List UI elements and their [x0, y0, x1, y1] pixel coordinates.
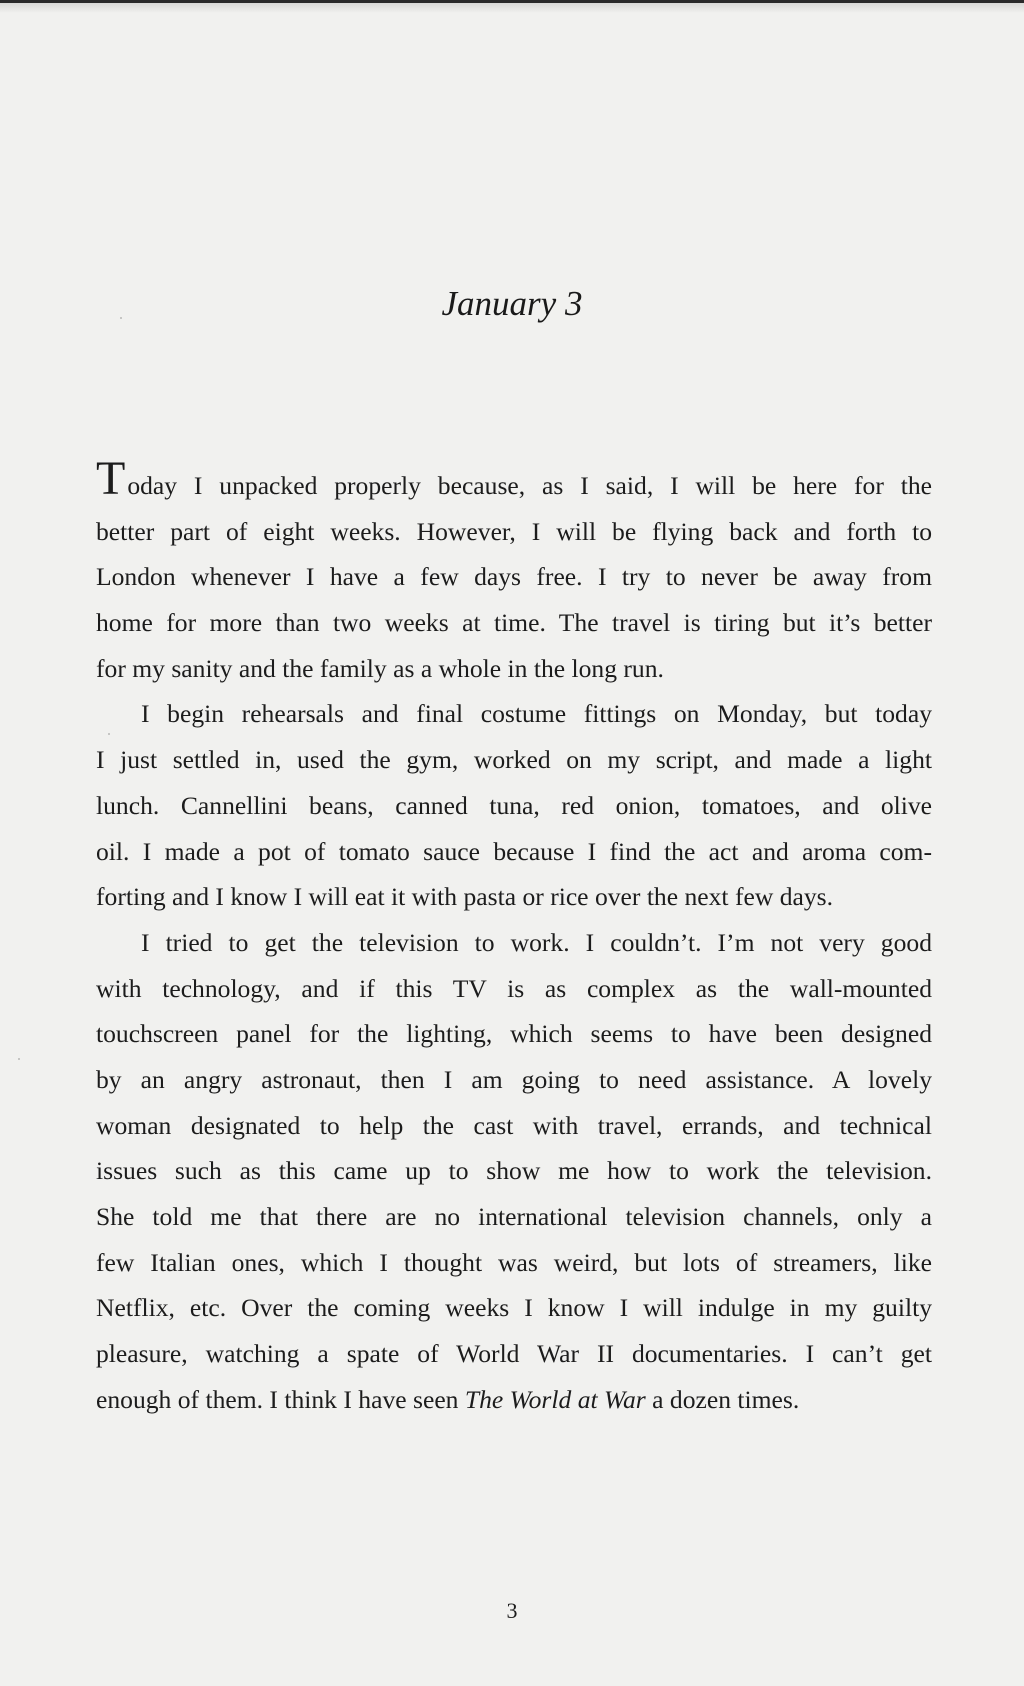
paragraph-3-line-7: She told me that there are no international television channels, only a	[96, 1202, 932, 1231]
paragraph-3-line-8: few Italian ones, which I thought was weird, but lots of streamers, like	[96, 1247, 932, 1277]
paragraph-2-line-5: forting and I know I will eat it with pasta or rice over the next few days.	[96, 882, 834, 912]
paragraph-1-line-5: for my sanity and the family as a whole in the long run.	[96, 653, 664, 683]
paragraph-2-line-2: I just settled in, used the gym, worked on my script, and made a light	[96, 745, 932, 775]
last-line-text-before: enough of them. I think I have seen	[96, 1384, 465, 1414]
paper-speck	[120, 317, 122, 319]
paragraph-3-line-11	[96, 1377, 932, 1423]
last-line-text-after: a dozen times.	[645, 1384, 800, 1414]
paragraph-3-line-9: Netflix, etc. Over the coming weeks I know I will indulge in my guilty	[96, 1293, 932, 1323]
paragraph-1-line-4: home for more than two weeks at time. The travel is tiring but it’s better	[96, 608, 932, 638]
paragraph-3-line-6: issues such as this came up to show me how to work the television.	[96, 1156, 932, 1186]
paper-speck	[18, 1058, 20, 1060]
paragraph-3-line-4: by an angry astronaut, then I am going to need assistance. A lovely	[96, 1064, 932, 1094]
paragraph-3-line-3: touchscreen panel for the lighting, which seems to have been designed	[96, 1019, 932, 1049]
entry-date-heading: January 3	[441, 284, 583, 323]
paragraph-1-line-2: better part of eight weeks. However, I will be flying back and forth to	[96, 516, 932, 546]
entry-body	[96, 452, 932, 1422]
paragraph-1-line-1	[96, 452, 932, 509]
paragraph-3-line-2: with technology, and if this TV is as complex as the wall-mounted	[96, 973, 932, 1003]
paragraph-3-line-10: pleasure, watching a spate of World War II documentaries. I can’t get	[96, 1339, 932, 1369]
paper-speck	[108, 733, 110, 735]
page-number: 3	[506, 1598, 518, 1623]
paragraph-1-line-1-text: oday I unpacked properly because, as I said, I will be here for the	[127, 471, 932, 500]
page-top-shadow	[0, 3, 1024, 13]
paragraph-2-line-4: oil. I made a pot of tomato sauce because I find the act and aroma com-	[96, 836, 932, 866]
drop-cap: T	[96, 452, 126, 505]
paragraph-2-line-3: lunch. Cannellini beans, canned tuna, red onion, tomatoes, and olive	[96, 790, 932, 820]
paragraph-3-line-1: I tried to get the television to work. I couldn’t. I’m not very good	[141, 927, 932, 957]
paragraph-2-line-1: I begin rehearsals and final costume fittings on Monday, but today	[141, 699, 932, 729]
paragraph-1-line-3: London whenever I have a few days free. I try to never be away from	[96, 562, 932, 592]
paragraph-3-line-5: woman designated to help the cast with travel, errands, and technical	[96, 1110, 932, 1140]
documentary-title: The World at War	[464, 1384, 646, 1414]
